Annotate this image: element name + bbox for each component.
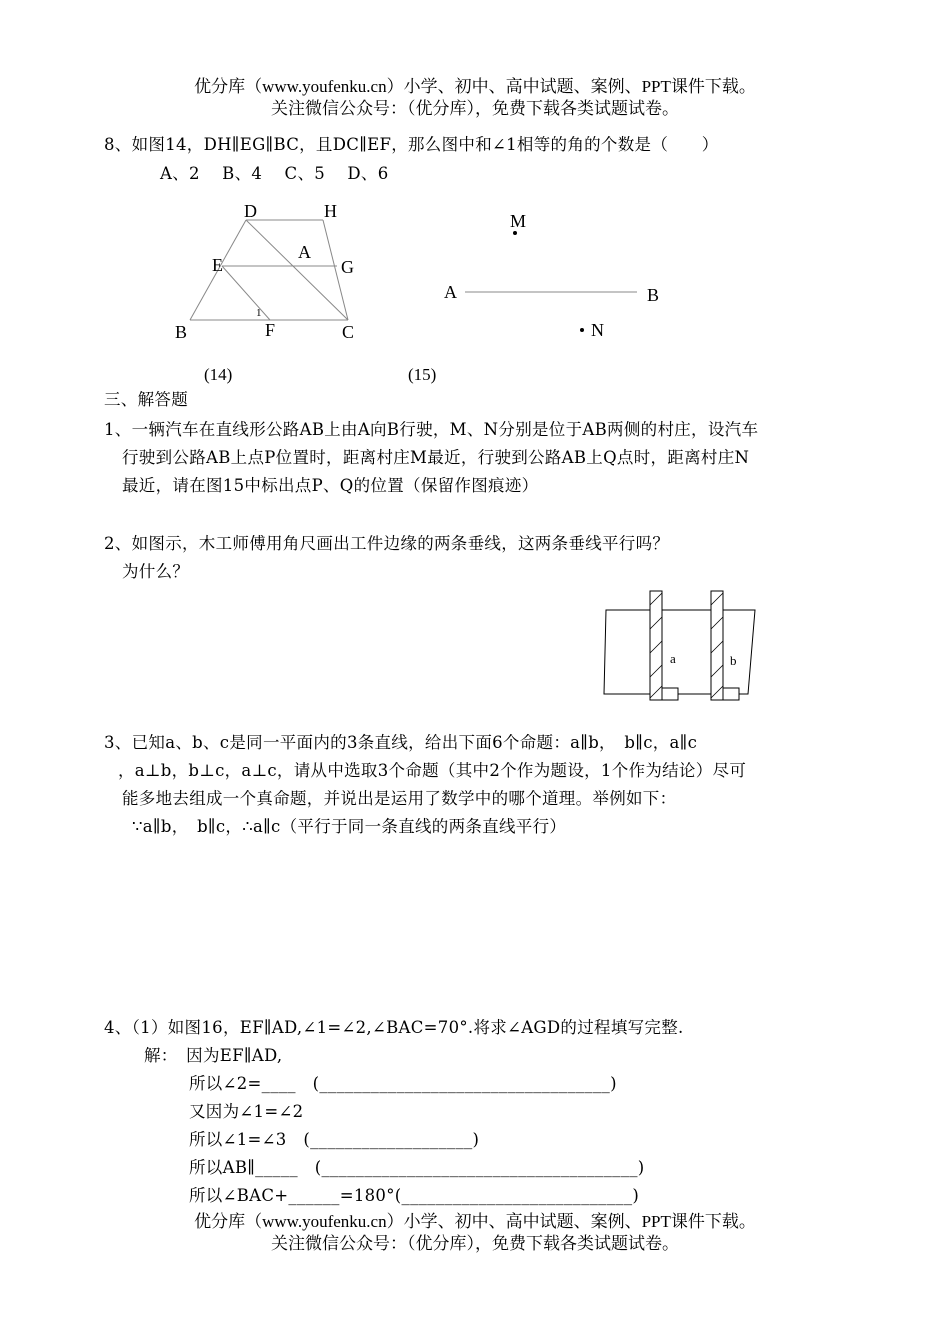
question-8-options: A、2 B、4 C、5 D、6 xyxy=(160,164,389,183)
header-line-2: 关注微信公众号：（优分库），免费下载各类试题试卷。 xyxy=(271,99,679,118)
problem-4-step-4: 所以AB∥_____ (_____________________________________) xyxy=(189,1158,645,1177)
problem-4-step-1: 所以∠2=____ (__________________________________) xyxy=(189,1074,617,1093)
label-a: a xyxy=(670,651,676,666)
point-N xyxy=(580,328,584,332)
problem-4-step-2: 又因为∠1=∠2 xyxy=(189,1102,304,1121)
label-G: G xyxy=(341,257,354,277)
label-B-fig15: B xyxy=(647,285,660,305)
problem-2-line-2: 为什么？ xyxy=(122,562,190,581)
problem-3-line-2: ，a⊥b，b⊥c，a⊥c，请从中选取3个命题（其中2个作为题设，1个作为结论）尽可 xyxy=(118,761,747,780)
problem-3-line-3: 能多地去组成一个真命题，并说出是运用了数学中的哪个道理。举例如下： xyxy=(122,789,677,808)
label-A: A xyxy=(298,242,311,262)
workpiece xyxy=(604,610,755,694)
footer-line-1: 优分库（www.youfenku.cn）小学、初中、高中试题、案例、PPT课件下载。 xyxy=(194,1212,756,1231)
problem-4-line-1: 4、（1）如图16，EF∥AD,∠1=∠2,∠BAC=70°.将求∠AGD的过程填写完整. xyxy=(104,1018,684,1037)
section-title: 三、解答题 xyxy=(104,390,188,409)
problem-4-step-3: 所以∠1=∠3 (___________________) xyxy=(189,1130,480,1149)
caption-15: (15) xyxy=(408,365,437,384)
question-8-stem: 8、如图14，DH∥EG∥BC，且DC∥EF，那么图中和∠1相等的角的个数是（ ） xyxy=(104,135,719,154)
problem-1-line-3: 最近，请在图15中标出点P、Q的位置（保留作图痕迹） xyxy=(122,476,539,495)
label-b: b xyxy=(730,653,737,668)
label-C: C xyxy=(342,322,355,342)
label-M: M xyxy=(510,211,527,231)
label-D: D xyxy=(244,201,257,221)
caption-14: (14) xyxy=(204,365,233,384)
label-A-fig15: A xyxy=(444,282,457,302)
problem-4-solution-start: 解： 因为EF∥AD, xyxy=(144,1046,283,1065)
label-B: B xyxy=(175,322,188,342)
square-a-foot xyxy=(662,688,678,700)
label-angle-1: 1 xyxy=(256,307,262,319)
problem-2-line-1: 2、如图示，木工师傅用角尺画出工件边缘的两条垂线，这两条垂线平行吗？ xyxy=(104,534,670,553)
square-a-blade xyxy=(650,591,662,700)
label-N: N xyxy=(591,320,604,340)
carpenter-square-figure xyxy=(598,585,763,705)
problem-1-line-2: 行驶到公路AB上点P位置时，距离村庄M最近，行驶到公路AB上Q点时，距离村庄N xyxy=(122,448,750,467)
label-H: H xyxy=(324,201,337,221)
header-line-1: 优分库（www.youfenku.cn）小学、初中、高中试题、案例、PPT课件下载。 xyxy=(194,77,756,96)
point-M xyxy=(513,231,517,235)
figure-14 xyxy=(170,195,370,390)
figure-15 xyxy=(400,195,680,390)
segment-DC xyxy=(246,220,348,320)
segment-EF xyxy=(222,266,270,320)
problem-3-example: ∵a∥b， b∥c，∴a∥c（平行于同一条直线的两条直线平行） xyxy=(132,817,567,836)
square-b-blade xyxy=(711,591,723,700)
label-E: E xyxy=(212,255,223,275)
square-b-foot xyxy=(723,688,739,700)
problem-3-line-1: 3、已知a、b、c是同一平面内的3条直线，给出下面6个命题：a∥b， b∥c，a∥c xyxy=(104,733,698,752)
footer-line-2: 关注微信公众号：（优分库），免费下载各类试题试卷。 xyxy=(271,1234,679,1253)
label-F: F xyxy=(265,320,276,340)
problem-4-step-5: 所以∠BAC+______=180°(___________________________) xyxy=(189,1186,640,1205)
problem-1-line-1: 1、一辆汽车在直线形公路AB上由A向B行驶，M、N分别是位于AB两侧的村庄，设汽车 xyxy=(104,420,759,439)
